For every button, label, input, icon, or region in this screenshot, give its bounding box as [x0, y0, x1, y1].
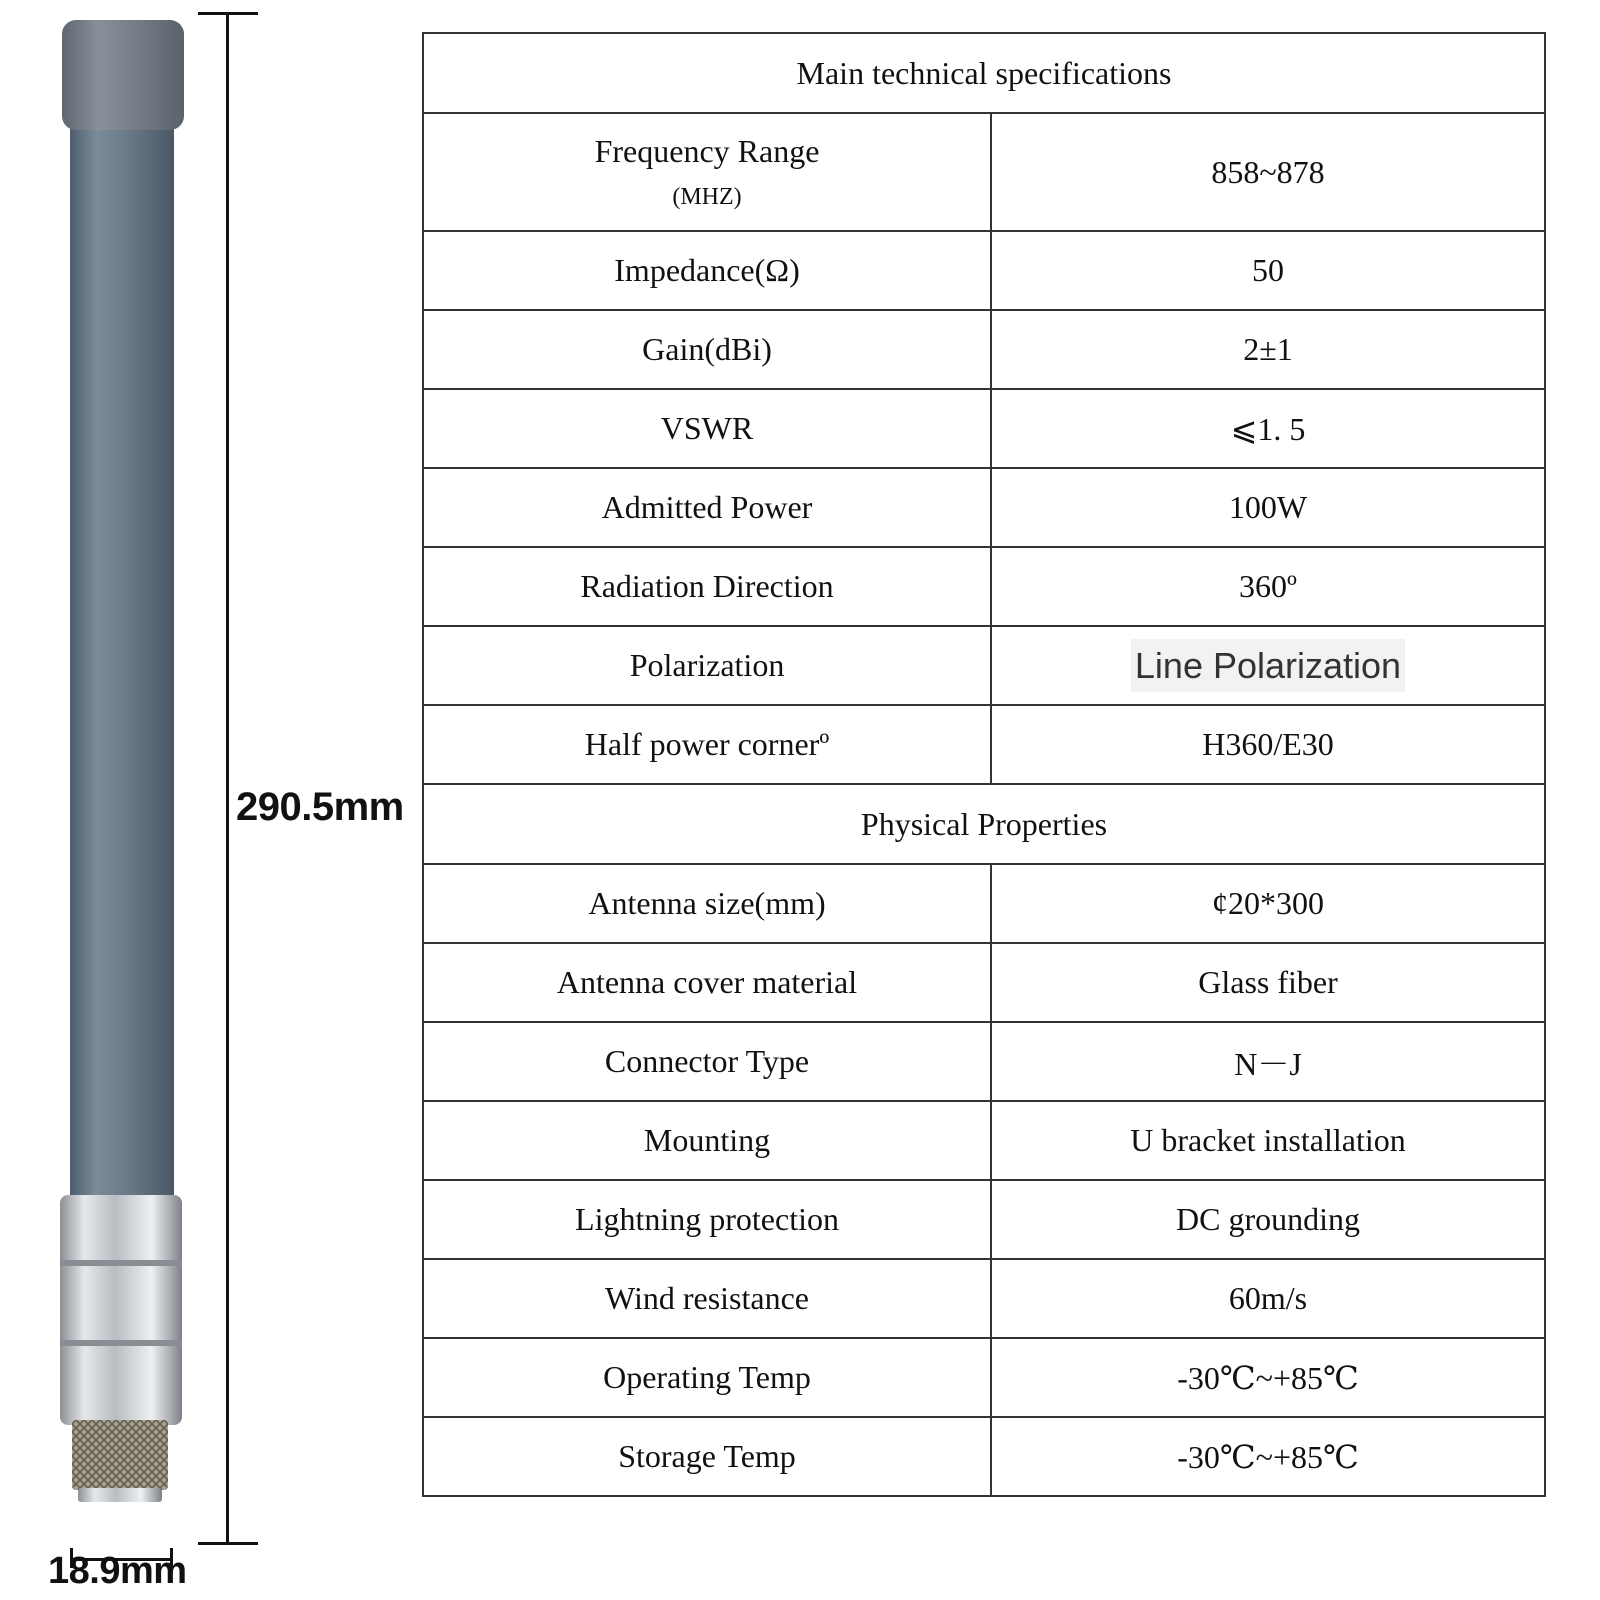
- height-dimension-line: [226, 14, 229, 1544]
- table-row: [423, 705, 1545, 784]
- spec-unit: (MHZ): [672, 184, 742, 210]
- spec-label: Wind resistance: [423, 1259, 991, 1338]
- spec-table: [422, 32, 1546, 1497]
- table-row: [423, 547, 1545, 626]
- antenna-illustration: [0, 0, 230, 1600]
- spec-label: Lightning protection: [423, 1180, 991, 1259]
- spec-label: Antenna size(mm): [423, 864, 991, 943]
- table-row: [423, 1417, 1545, 1496]
- spec-value: ⩽1. 5: [991, 389, 1545, 468]
- spec-label: Storage Temp: [423, 1417, 991, 1496]
- spec-label: Operating Temp: [423, 1338, 991, 1417]
- spec-label: Admitted Power: [423, 468, 991, 547]
- spec-label: Polarization: [423, 626, 991, 705]
- table-row: [423, 1180, 1545, 1259]
- spec-value: DC grounding: [991, 1180, 1545, 1259]
- physical-properties-heading: Physical Properties: [423, 784, 1545, 864]
- spec-label: Antenna cover material: [423, 943, 991, 1022]
- spec-value: 360º: [991, 547, 1545, 626]
- height-dimension-tick-bottom: [198, 1542, 258, 1545]
- spec-value: 858~878: [991, 113, 1545, 231]
- spec-value: 100W: [991, 468, 1545, 547]
- spec-label: Gain(dBi): [423, 310, 991, 389]
- table-row: [423, 468, 1545, 547]
- table-row: [423, 1338, 1545, 1417]
- spec-value: ¢20*300: [991, 864, 1545, 943]
- table-row: [423, 784, 1545, 864]
- table-row: [423, 1101, 1545, 1180]
- spec-label: Radiation Direction: [423, 547, 991, 626]
- main-spec-heading: Main technical specifications: [423, 33, 1545, 113]
- table-row: [423, 1022, 1545, 1101]
- antenna-base: [60, 1195, 182, 1425]
- spec-label: VSWR: [423, 389, 991, 468]
- spec-value: Glass fiber: [991, 943, 1545, 1022]
- spec-label: Half power cornerº: [423, 705, 991, 784]
- spec-value: N－J: [991, 1022, 1545, 1101]
- table-row: [423, 1259, 1545, 1338]
- spec-value: 2±1: [991, 310, 1545, 389]
- width-dimension-label: 18.9mm: [48, 1550, 187, 1592]
- table-row: [423, 231, 1545, 310]
- antenna-body: [70, 120, 174, 1210]
- antenna-cap: [62, 20, 184, 130]
- spec-value: -30℃~+85℃: [991, 1417, 1545, 1496]
- spec-label: Connector Type: [423, 1022, 991, 1101]
- spec-label: Impedance(Ω): [423, 231, 991, 310]
- table-row: [423, 943, 1545, 1022]
- spec-value: [991, 626, 1545, 705]
- height-dimension-tick-top: [198, 12, 258, 15]
- table-row: [423, 626, 1545, 705]
- spec-value: H360/E30: [991, 705, 1545, 784]
- spec-value: U bracket installation: [991, 1101, 1545, 1180]
- table-row: [423, 113, 1545, 231]
- spec-value: 60m/s: [991, 1259, 1545, 1338]
- height-dimension-label: 290.5mm: [236, 785, 404, 829]
- spec-value: -30℃~+85℃: [991, 1338, 1545, 1417]
- polarization-value: Line Polarization: [1131, 639, 1405, 692]
- spec-value: 50: [991, 231, 1545, 310]
- table-row: [423, 310, 1545, 389]
- spec-label: [423, 113, 991, 231]
- spec-label: Mounting: [423, 1101, 991, 1180]
- connector: [72, 1420, 168, 1490]
- table-row: [423, 33, 1545, 113]
- table-row: [423, 389, 1545, 468]
- spec-label-text: Frequency Range: [594, 133, 820, 169]
- table-row: [423, 864, 1545, 943]
